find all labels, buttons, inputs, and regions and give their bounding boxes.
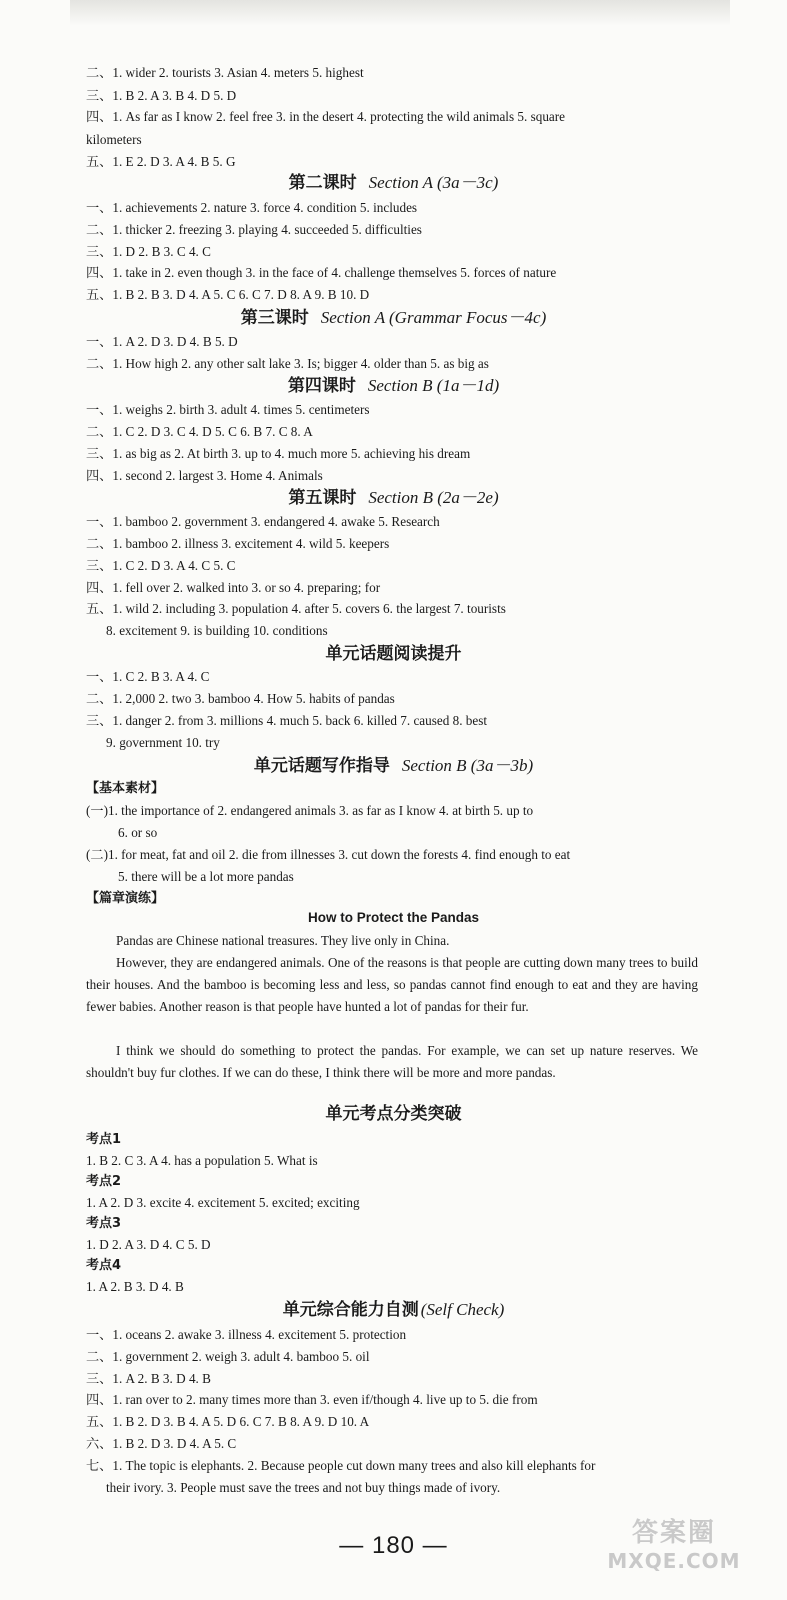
answer-line: 二、1. C 2. D 3. C 4. D 5. C 6. B 7. C 8. A (86, 424, 313, 439)
essay-paragraph: I think we should do something to protect the pandas. For example, we can set up nature reserves. We shouldn't buy fur clothes. If we can do these, I think there will be more and more pandas. (86, 1043, 698, 1080)
watermark-logo (585, 1512, 763, 1584)
answer-line: 一、1. weighs 2. birth 3. adult 4. times 5. centimeters (86, 402, 370, 417)
section-heading (0, 755, 787, 777)
section-heading (0, 1103, 787, 1125)
answer-line: 三、1. A 2. B 3. D 4. B (86, 1371, 211, 1386)
answer-line: 二、1. thicker 2. freezing 3. playing 4. succeeded 5. difficulties (86, 222, 422, 237)
watermark-text-cn: 答案圈 (631, 1518, 716, 1548)
answer-line: 9. government 10. try (106, 735, 220, 750)
section-heading (0, 172, 787, 194)
answer-line: 三、1. as big as 2. At birth 3. up to 4. much more 5. achieving his dream (86, 446, 471, 461)
answer-line: 二、1. wider 2. tourists 3. Asian 4. meters 5. highest (86, 65, 364, 80)
answer-line: 8. excitement 9. is building 10. conditions (106, 623, 328, 638)
answer-line: 四、1. fell over 2. walked into 3. or so 4. preparing; for (86, 580, 381, 595)
page-number: — 180 — (339, 1532, 448, 1559)
answer-line: 二、1. bamboo 2. illness 3. excitement 4. wild 5. keepers (86, 536, 390, 551)
answer-line: 二、1. 2,000 2. two 3. bamboo 4. How 5. habits of pandas (86, 691, 395, 706)
heading-en: (Self Check) (420, 1300, 505, 1319)
answer-line: 四、1. second 2. largest 3. Home 4. Animals (86, 468, 323, 483)
answer-line: 七、1. The topic is elephants. 2. Because people cut down many trees and also kill elephants for (86, 1458, 596, 1473)
test-point-label: 考点4 (86, 1258, 122, 1273)
test-point-label: 考点1 (86, 1132, 122, 1147)
answer-line: 6. or so (118, 825, 158, 840)
answer-line: 1. B 2. C 3. A 4. has a population 5. What is (86, 1153, 318, 1168)
section-heading (0, 1299, 787, 1321)
essay-title: How to Protect the Pandas (307, 910, 480, 925)
test-point-label: 考点2 (86, 1174, 122, 1189)
answer-line: 四、1. As far as I know 2. feel free 3. in the desert 4. protecting the wild animals 5. square (86, 109, 566, 124)
heading-cn: 单元综合能力自测 (282, 1300, 419, 1320)
answer-line: 一、1. A 2. D 3. D 4. B 5. D (86, 334, 238, 349)
answer-line: 五、1. wild 2. including 3. population 4. after 5. covers 6. the largest 7. tourists (86, 601, 506, 616)
answer-line: 三、1. D 2. B 3. C 4. C (86, 244, 211, 259)
answer-line: (一)1. the importance of 2. endangered animals 3. as far as I know 4. at birth 5. up to (86, 803, 534, 818)
answer-line: 1. D 2. A 3. D 4. C 5. D (86, 1237, 211, 1252)
heading-cn: 第三课时 (240, 308, 309, 328)
answer-line: 六、1. B 2. D 3. D 4. A 5. C (86, 1436, 237, 1451)
answer-line: 三、1. C 2. D 3. A 4. C 5. C (86, 558, 236, 573)
answer-line: 一、1. achievements 2. nature 3. force 4. condition 5. includes (86, 200, 418, 215)
essay-paragraph: However, they are endangered animals. One of the reasons is that people are cutting down many trees to build their houses. And the bamboo is becoming less and less, so pandas cannot find enough to eat and they are having fewer babies. Another reason is that people have hunted a lot of pandas for their fur. (86, 955, 698, 1014)
answer-line: 五、1. B 2. D 3. B 4. A 5. D 6. C 7. B 8. A 9. D 10. A (86, 1414, 370, 1429)
heading-en: Section B (3a－3b) (401, 756, 534, 775)
answer-line: 5. there will be a lot more pandas (118, 869, 294, 884)
heading-en: Section A (Grammar Focus－4c) (320, 308, 547, 327)
heading-cn: 第五课时 (288, 488, 357, 508)
heading-cn: 单元话题写作指导 (253, 756, 390, 776)
section-heading (0, 487, 787, 509)
answer-line: 一、1. C 2. B 3. A 4. C (86, 669, 210, 684)
answer-line: 五、1. B 2. B 3. D 4. A 5. C 6. C 7. D 8. A 9. B 10. D (86, 287, 370, 302)
answer-line: 三、1. B 2. A 3. B 4. D 5. D (86, 88, 237, 103)
answer-line: 四、1. take in 2. even though 3. in the face of 4. challenge themselves 5. forces of nature (86, 265, 557, 280)
answer-line: 一、1. oceans 2. awake 3. illness 4. excitement 5. protection (86, 1327, 407, 1342)
scan-shadow (70, 0, 730, 26)
heading-en: Section A (3a－3c) (368, 173, 499, 192)
section-heading (0, 643, 787, 665)
answer-line: 1. A 2. B 3. D 4. B (86, 1279, 184, 1294)
heading-en: Section B (2a－2e) (368, 488, 499, 507)
answer-line: 五、1. E 2. D 3. A 4. B 5. G (86, 154, 236, 169)
heading-cn: 第四课时 (287, 376, 356, 396)
answer-line: 三、1. danger 2. from 3. millions 4. much 5. back 6. killed 7. caused 8. best (86, 713, 488, 728)
section-heading (0, 307, 787, 329)
watermark-text-en: MXQE.COM (607, 1549, 741, 1573)
section-heading (0, 375, 787, 397)
heading-cn: 单元考点分类突破 (325, 1104, 462, 1124)
answer-line: 二、1. How high 2. any other salt lake 3. Is; bigger 4. older than 5. as big as (86, 356, 489, 371)
heading-en: Section B (1a－1d) (367, 376, 500, 395)
heading-cn: 单元话题阅读提升 (325, 644, 462, 664)
answer-line: (二)1. for meat, fat and oil 2. die from illnesses 3. cut down the forests 4. find enough to eat (86, 847, 571, 862)
answer-line: 一、1. bamboo 2. government 3. endangered 4. awake 5. Research (86, 514, 440, 529)
essay-paragraph: Pandas are Chinese national treasures. They live only in China. (116, 933, 450, 948)
answer-line: kilometers (86, 132, 142, 147)
answer-line: 四、1. ran over to 2. many times more than 3. even if/though 4. live up to 5. die from (86, 1392, 538, 1407)
answer-line: 1. A 2. D 3. excite 4. excitement 5. excited; exciting (86, 1195, 360, 1210)
test-point-label: 考点3 (86, 1216, 122, 1231)
answer-line: 二、1. government 2. weigh 3. adult 4. bamboo 5. oil (86, 1349, 370, 1364)
answer-line: their ivory. 3. People must save the trees and not buy things made of ivory. (106, 1480, 501, 1495)
basic-material-label: 【基本素材】 (86, 781, 165, 796)
passage-practice-label: 【篇章演练】 (86, 891, 165, 906)
heading-cn: 第二课时 (288, 173, 357, 193)
